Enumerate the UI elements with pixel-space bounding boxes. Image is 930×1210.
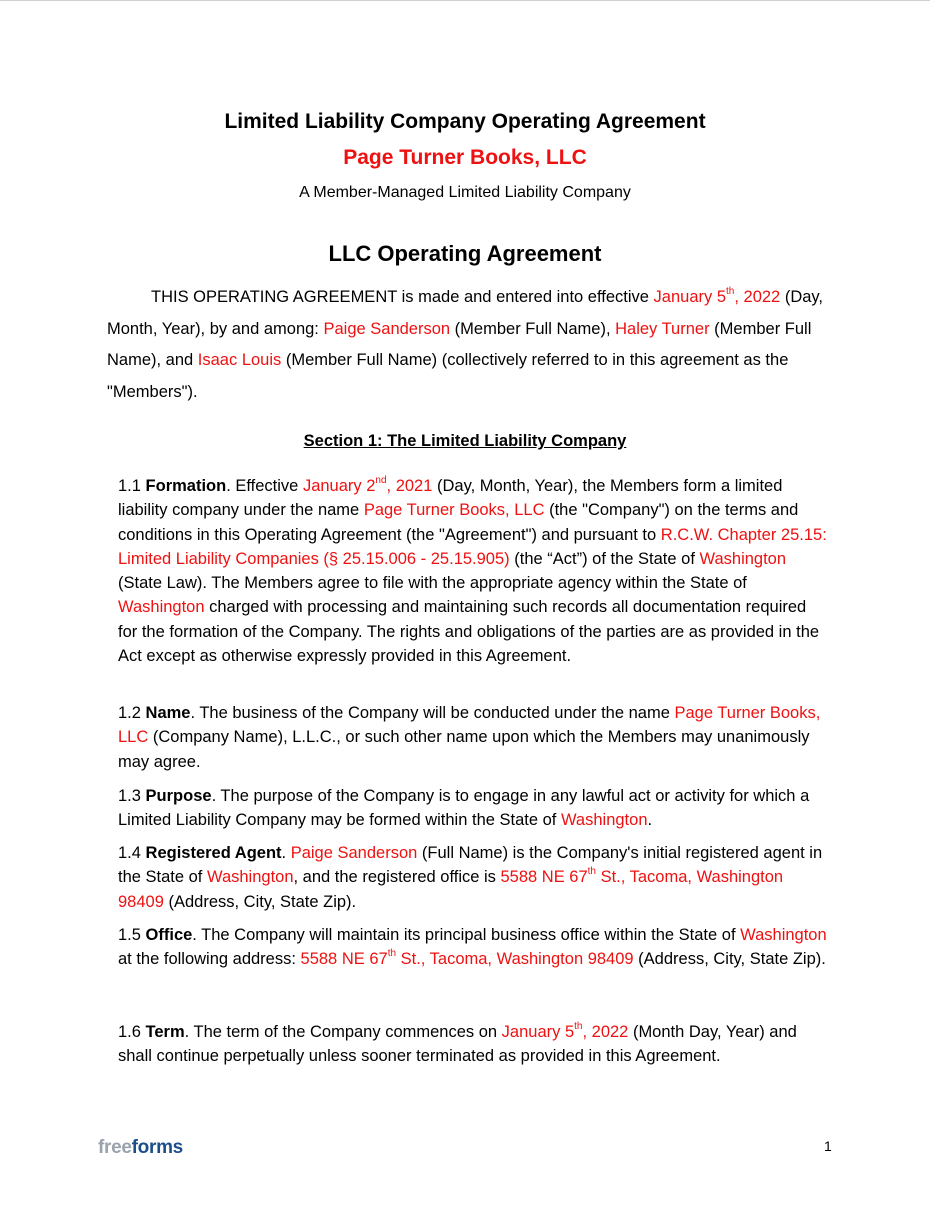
document-subtitle: A Member-Managed Limited Liability Company bbox=[299, 184, 631, 201]
page-top-border bbox=[0, 0, 930, 1]
address-fill: 5588 NE 67th St., Tacoma, Washington 98409 bbox=[118, 865, 784, 911]
agreement-heading: LLC Operating Agreement bbox=[328, 241, 602, 266]
clause-label: Purpose bbox=[145, 787, 212, 805]
clause-label: Term bbox=[145, 1023, 185, 1041]
clause-label: Name bbox=[145, 704, 191, 722]
company-name-fill: Page Turner Books, LLC bbox=[118, 704, 821, 747]
member-name-1: Paige Sanderson bbox=[323, 319, 451, 338]
clause-formation: 1.1 Formation. Effective January 2nd, 2021 (Day, Month, Year), the Members form a limited liability company under the name Page Turner Books, LLC (the "Company") on the terms and conditions in this Operating Agreement (the "Agreement") and pursuant to R.C.W. Chapter 25.15: Limited Liability Companies (§ 25.15.006 - 25.15.905) (the “Act”) of the State of Washington (State Law). The Members agree to file with the appropriate agency within the State of Washington charged with processing and maintaining such records all documentation required for the formation of the Company. The rights and obligations of the parties are as provided in the Act except as otherwise expressly provided in this Agreement. bbox=[118, 474, 827, 666]
state-fill: Washington bbox=[699, 549, 787, 568]
document-title: Limited Liability Company Operating Agreement bbox=[224, 110, 706, 133]
formation-date: January 2nd, 2021 bbox=[302, 474, 433, 495]
statute-reference: R.C.W. Chapter 25.15: Limited Liability Companies (§ 25.15.006 - 25.15.905) bbox=[118, 525, 827, 568]
clause-label: Formation bbox=[145, 477, 227, 495]
freeforms-logo: freeforms bbox=[98, 1137, 183, 1158]
clause-label: Office bbox=[145, 926, 193, 944]
clause-term: 1.6 Term. The term of the Company commences on January 5th, 2022 (Month Day, Year) and shall continue perpetually unless sooner terminated as provided in this Agreement. bbox=[118, 1020, 797, 1066]
state-fill: Washington bbox=[740, 926, 827, 944]
clause-office: 1.5 Office. The Company will maintain its principal business office within the State of Washington at the following address: 5588 NE 67th St., Tacoma, Washington 98409 (Address, City, State Zip). bbox=[118, 926, 827, 969]
clause-registered-agent: 1.4 Registered Agent. Paige Sanderson (Full Name) is the Company's initial registered agent in the State of Washington, and the registered office is 5588 NE 67th St., Tacoma, Washington 98409 (Address, City, State Zip). bbox=[118, 844, 823, 911]
company-name-fill: Page Turner Books, LLC bbox=[363, 501, 545, 520]
company-name: Page Turner Books, LLC bbox=[343, 146, 587, 169]
member-name-3: Isaac Louis bbox=[197, 351, 282, 370]
page-number: 1 bbox=[824, 1138, 832, 1154]
term-start-date: January 5th, 2022 bbox=[501, 1020, 629, 1041]
effective-date: January 5th, 2022 bbox=[653, 285, 781, 306]
state-fill: Washington bbox=[206, 868, 294, 887]
section-1-heading: Section 1: The Limited Liability Company bbox=[303, 432, 627, 450]
agent-name-fill: Paige Sanderson bbox=[290, 844, 418, 862]
state-fill: Washington bbox=[560, 811, 648, 830]
address-fill: 5588 NE 67th St., Tacoma, Washington 98409 bbox=[300, 947, 634, 969]
member-name-2: Haley Turner bbox=[615, 319, 710, 338]
state-fill: Washington bbox=[118, 598, 205, 617]
clause-name: 1.2 Name. The business of the Company will be conducted under the name Page Turner Books, LLC (Company Name), L.L.C., or such other name upon which the Members may unanimously may agree. bbox=[118, 704, 821, 771]
clause-label: Registered Agent bbox=[145, 844, 282, 862]
intro-paragraph: THIS OPERATING AGREEMENT is made and entered into effective January 5th, 2022 (Day, Month, Year), by and among: Paige Sanderson (Member Full Name), Haley Turner (Member Full Name), and Isaac Louis (Member Full Name) (collectively referred to in this agreement as the "Members"). bbox=[107, 285, 824, 402]
clause-purpose: 1.3 Purpose. The purpose of the Company is to engage in any lawful act or activity for which a Limited Liability Company may be formed within the State of Washington. bbox=[118, 787, 810, 830]
